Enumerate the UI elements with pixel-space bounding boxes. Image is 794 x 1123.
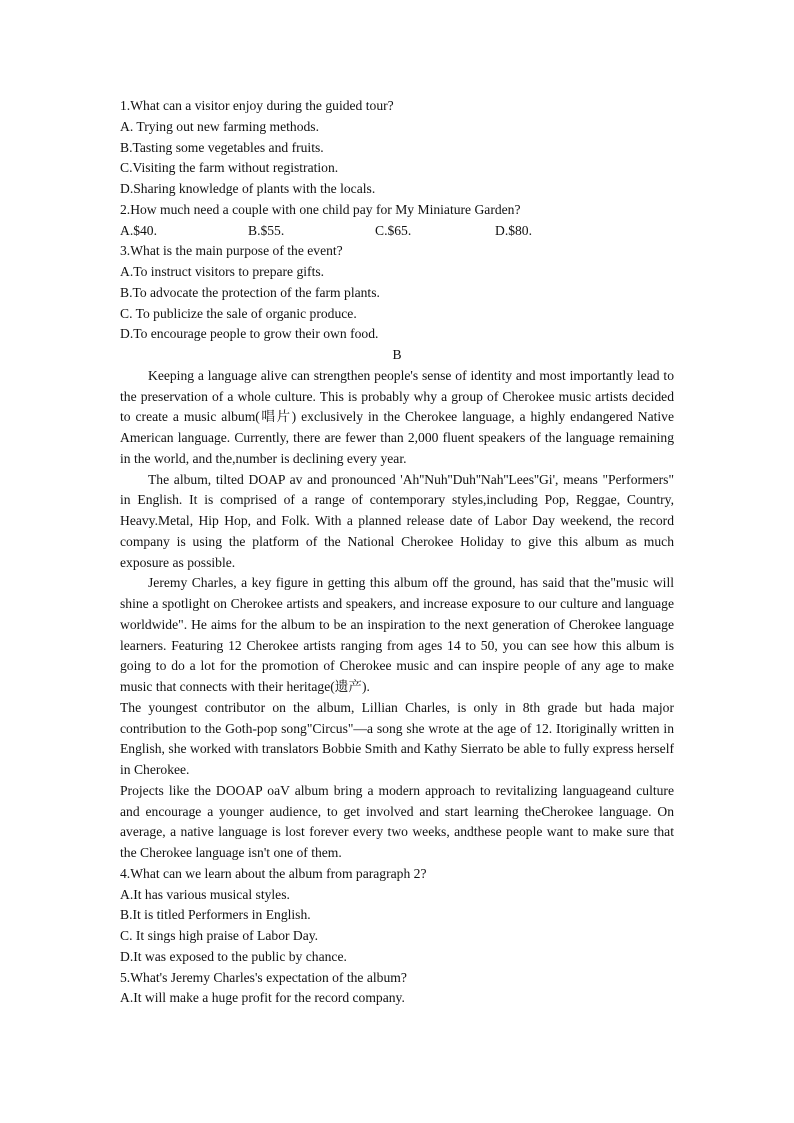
option-1d: D.Sharing knowledge of plants with the locals. <box>120 181 376 196</box>
question-1: 1.What can a visitor enjoy during the guided tour? <box>120 98 394 113</box>
option-3b: B.To advocate the protection of the farm plants. <box>120 284 380 300</box>
passage-paragraph-5: Projects like the DOOAP oaV album bring a modern approach to revitalizing languageand culture and encourage a younger audience, to get involved and start learning theCherokee language. On average, a native language is lost forever every two weeks, andthese people want to make sure that the Cherokee language isn't one of them. <box>120 782 674 860</box>
question-3: 3.What is the main purpose of the event? <box>120 243 343 259</box>
option-5a: A.It will make a huge profit for the record company. <box>120 990 405 1006</box>
option-1c: C.Visiting the farm without registration. <box>120 160 339 176</box>
section-heading: B <box>392 347 402 362</box>
passage-paragraph-2: The album, tilted DOAP av and pronounced 'Ah''Nuh''Duh''Nah''Lees''Gi', means "Performers" in English. It is comprised of a range of contemporary styles,including Pop, Reggae, Country, Heavy.Metal, Hip Hop, and Folk. With a planned release date of Labor Day weekend, the record company is using the platform of the National Cherokee Holiday to give this album as much exposure as possible. <box>120 471 674 570</box>
option-2a: A.$40. <box>120 222 158 238</box>
passage-paragraph-3: Jeremy Charles, a key figure in getting this album off the ground, has said that the"music will shine a spotlight on Cherokee artists and speakers, and increase exposure to our culture and language worldwide". He aims for the album to be an inspiration to the next generation of Cherokee language learners. Featuring 12 Cherokee artists ranging from ages 14 to 50, you can see how this album is going to do a lot for the promotion of Cherokee music and can inspire people of any age to make music that connects with their heritage(遗产). <box>120 575 674 694</box>
passage-paragraph-4: The youngest contributor on the album, Lillian Charles, is only in 8th grade but hada major contribution to the Goth-pop song"Circus"—a song she wrote at the age of 12. Itoriginally written in English, she worked with translators Bobbie Smith and Kathy Sierrato be able to fully express herself in Cherokee. <box>120 699 674 777</box>
option-4c: C. It sings high praise of Labor Day. <box>120 928 319 943</box>
option-1a: A. Trying out new farming methods. <box>120 118 319 134</box>
passage-paragraph-1: Keeping a language alive can strengthen people's sense of identity and most importantly lead to the preservation of a whole culture. This is probably why a group of Cherokee music artists decided to create a music album(唱片) exclusively in the Cherokee language, a highly endangered Native American language. Currently, there are fewer than 2,000 fluent speakers of the language remaining in the world, and the,number is declining every year. <box>120 367 674 466</box>
option-4a: A.It has various musical styles. <box>120 886 290 902</box>
question-2: 2.How much need a couple with one child pay for My Miniature Garden? <box>120 201 521 217</box>
question-4: 4.What can we learn about the album from paragraph 2? <box>120 865 427 881</box>
option-3c: C. To publicize the sale of organic produce. <box>120 305 357 321</box>
option-2d: D.$80. <box>495 222 533 238</box>
option-2c: C.$65. <box>375 222 412 238</box>
option-2b: B.$55. <box>248 222 285 238</box>
option-4b: B.It is titled Performers in English. <box>120 907 311 923</box>
option-3a: A.To instruct visitors to prepare gifts. <box>120 264 325 279</box>
option-3d: D.To encourage people to grow their own food. <box>120 326 379 342</box>
question-5: 5.What's Jeremy Charles's expectation of the album? <box>120 969 407 985</box>
exam-page <box>120 96 674 1009</box>
options-row-2 <box>120 221 674 242</box>
option-1b: B.Tasting some vegetables and fruits. <box>120 139 324 155</box>
option-4d: D.It was exposed to the public by chance. <box>120 948 347 964</box>
